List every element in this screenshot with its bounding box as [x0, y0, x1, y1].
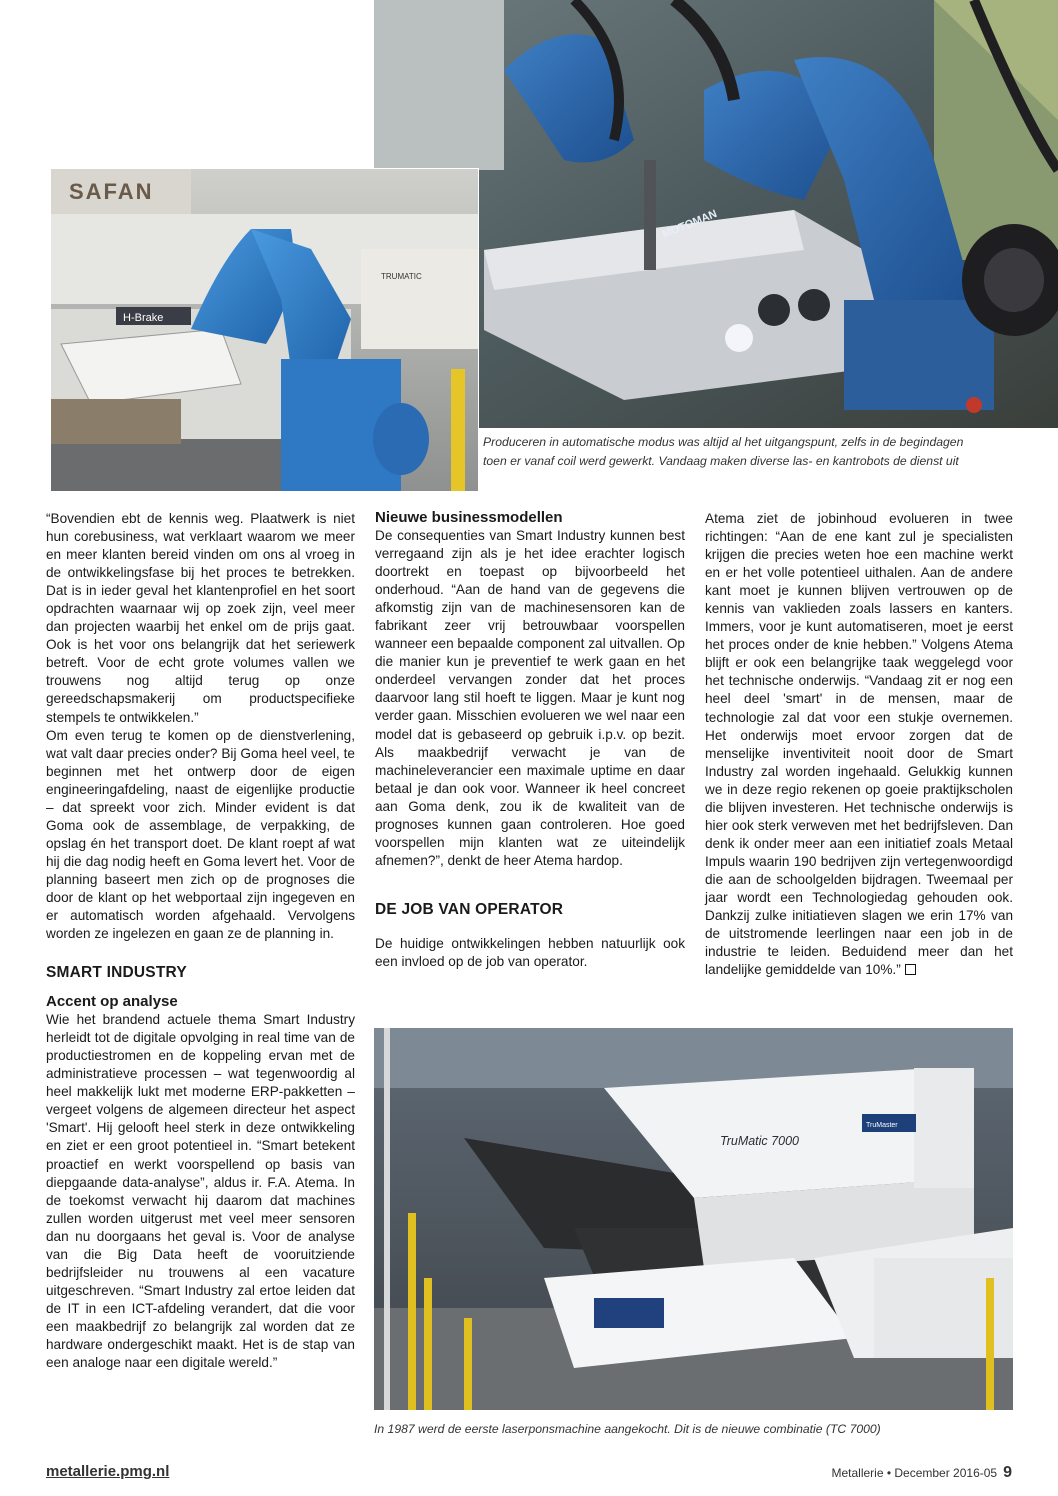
end-mark-icon — [905, 964, 916, 975]
col1-paragraph-1: “Bovendien ebt de kennis weg. Plaatwerk is niet hun corebusiness, wat verklaart waarom we meer en meer klanten bereid vinden om ons al vroeg in de ontwikkelingsfase bij het proces te betrekken. Dat is in ieder geval het klantenprofiel en het soort opdrachten waarnaar wij op zoek zijn, veel meer dan projecten waarbij het enkel om de prijs gaat. Ook is het voor ons belangrijk dat het seriewerk betreft. Voor de echt grote volumes vallen we trouwens nog altijd terug op onze gereedschapsmakerij om productspecifieke stempels te ontwikkelen.” — [46, 511, 355, 725]
motoman-label: MOTOMAN — [660, 207, 719, 241]
footer-issue-text: Metallerie • December 2016-05 — [831, 1466, 998, 1480]
trumatic-image — [374, 1028, 1013, 1410]
footer-website-link[interactable]: metallerie.pmg.nl — [46, 1463, 170, 1480]
col2-paragraph-1: De consequenties van Smart Industry kunnen best verregaand zijn als je het idee erachter logisch doortrekt en toepast op bijvoorbeeld het onderhoud. “Aan de hand van de gegevens die afkomstig zijn van de machinesensoren kan de fabrikant zeer vrij betrouwbaar voorspellen wanneer een bepaalde component zal uitvallen. Op die manier kun je preventief te werk gaan en het onderdeel vervangen zonder dat het proces daarvoor lang stil hoeft te liggen. Maar je kunt nog verder gaan. Misschien evolueren we wel naar een model dat is gebaseerd op gebruik i.p.v. op bezit. Als maakbedrijf verwacht je van de machineleverancier een maximale uptime en daar betaal je dan ook voor. Wanneer ik heel concreet aan Goma denk, zou ik de kwaliteit van de prognoses kunnen gaan controleren. Hoe goed voorspellen mijn klanten wat ze uiteindelijk afnemen?”, denkt de heer Atema hardop. — [375, 528, 685, 868]
bending-robot-image — [51, 169, 478, 491]
col2-paragraph-2: De huidige ontwikkelingen hebben natuurlijk ook een invloed op de job van operator. — [375, 935, 685, 969]
col3-paragraph-1: Atema ziet de jobinhoud evolueren in twee richtingen: “Aan de ene kant zul je specialisten krijgen die precies weten hoe een machine werkt en er het volle potentieel uithalen. Aan de andere kant moet je kunnen blijven vertrouwen op de kennis van vaklieden zoals lassers en kanters. Immers, voor je kunt automatiseren, moet je eerst het proces onder de knie hebben.” Volgens Atema blijft er ook een belangrijke taak weggelegd voor het technische onderwijs. “Vandaag zit er nog een heel deel 'smart' in de mensen, maar de technologie zal dat voor een stukje overnemen. Het onderwijs moet ervoor zorgen dat de menselijke inventiviteit nooit door de Smart Industry zal worden ingehaald. Gelukkig kunnen we in deze regio rekenen op goeie praktijkscholen die blijven investeren. Het technische onderwijs is hier ook sterk verweven met het bedrijfsleven. Dan denk ik onder meer aan een initiatief zoals Metaal Impuls waarin 190 bedrijven zijn vertegenwoordigd die aan de schoolgelden bijdragen. Tweemaal per jaar wordt een Technologiedag gehouden ook. Dankzij zulke initiatieven slagen we erin 17% van de uitstromende leerlingen naar een job in de industrie te leiden. Beduidend meer dan het landelijke gemiddelde van 10%.” — [705, 511, 1013, 978]
brake-label: H-Brake — [123, 312, 164, 324]
safan-logo: SAFAN — [69, 179, 154, 204]
caption-top-line1: Produceren in automatische modus was altijd al het uitgangspunt, zelfs in de begindagen — [483, 435, 964, 449]
page-number: 9 — [1003, 1464, 1012, 1481]
section-heading-job-operator: DE JOB VAN OPERATOR — [375, 900, 564, 918]
trumaster-label: TruMaster — [866, 1122, 898, 1129]
caption-top — [483, 433, 1023, 471]
column-3 — [705, 510, 1013, 979]
caption-bottom: In 1987 werd de eerste laserponsmachine aangekocht. Dit is de nieuwe combinatie (TC 7000) — [374, 1422, 881, 1436]
section-heading-smart-industry: SMART INDUSTRY — [46, 964, 187, 982]
subheading-accent-op-analyse: Accent op analyse — [46, 993, 178, 1011]
subheading-nieuwe-businessmodellen: Nieuwe businessmodellen — [375, 509, 563, 526]
column-1 — [46, 510, 355, 1372]
footer-issue — [831, 1464, 1012, 1482]
trumatic-small-label: TRUMATIC — [381, 272, 422, 281]
trumatic-label: TruMatic 7000 — [720, 1134, 799, 1148]
col1-paragraph-2: Om even terug te komen op de dienstverlening, wat valt daar precies onder? Bij Goma heel veel, te beginnen met het ontwerp door de eigen engineeringafdeling, naast de eigenlijke productie – dat spreekt voor zich. Minder evident is dat Goma ook de assemblage, de verpakking, de opslag én het transport doet. De klant roept af wat hij die dag nodig heeft en Goma levert het. Voor de planning baseert men zich op de prognoses die door de klant op het webportaal zijn ingegeven en er automatisch worden afgehaald. Vervolgens worden ze ingelezen en gaan ze de planning in. — [46, 727, 355, 942]
caption-top-line2: toen er vanaf coil werd gewerkt. Vandaag maken diverse las- en kantrobots de dienst uit — [483, 454, 959, 468]
photo-bending-robot — [50, 168, 479, 492]
column-2 — [375, 508, 685, 971]
photo-trumatic-7000 — [374, 1028, 1013, 1410]
col1-paragraph-3: Wie het brandend actuele thema Smart Industry herleidt tot de digitale opvolging in real time van de productiestromen en de koppeling ervan met de administratieve processen – wat tegenwoordig al heel makkelijk lukt met moderne ERP-pakketten – vergeet volgens de algemeen directeur het aspect 'Smart'. Hij gelooft heel sterk in deze ontwikkeling en ziet er een groot potentieel in. “Smart betekent proactief en werkt voorspellend op basis van diepgaande data-analyse”, aldus ir. F.A. Atema. In de toekomst verwacht hij daarom dat machines zullen worden uitgerust met veel meer sensoren dan nu doorgaans het geval is. Voor de analyse van die Big Data heeft de vooruitziende bedrijfsleider nu trouwens al een vacature uitgeschreven. “Smart Industry zal ertoe leiden dat de IT in een ICT-afdeling verandert, dat die voor een maakbedrijf zo belangrijk zal worden dat ze hardware ondergeschikt maakt. Het is de stap van een analoge naar een digitale wereld.” — [46, 1012, 355, 1371]
